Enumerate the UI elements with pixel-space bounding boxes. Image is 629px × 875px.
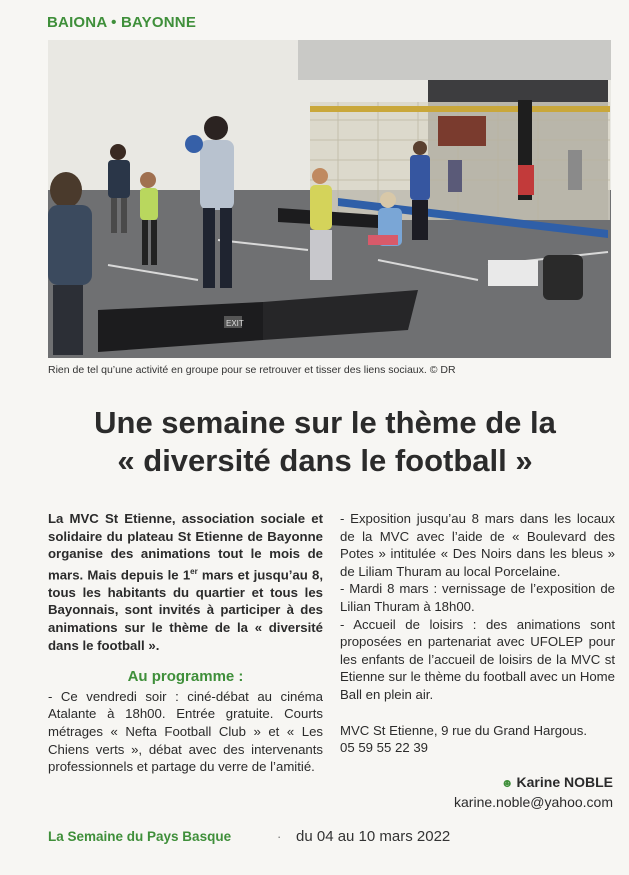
- contact-phone: 05 59 55 22 39: [340, 740, 428, 756]
- headline-line-1: Une semaine sur le thème de la: [94, 405, 556, 440]
- contact-address: MVC St Etienne, 9 rue du Grand Hargous.: [340, 722, 588, 738]
- footer-publication: La Semaine du Pays Basque: [48, 829, 232, 844]
- author-block: [454, 773, 613, 812]
- headline-line-2: « diversité dans le football »: [117, 443, 533, 478]
- program-item-2: - Exposition jusqu’au 8 mars dans les locaux de la MVC avec l’aide de « Boulevard des Potes » intitulée « Des Noirs dans les bleus » de Liliam Thuram au local Porcelaine.: [340, 511, 615, 579]
- section-label: BAIONA • BAYONNE: [47, 14, 197, 31]
- lead-superscript: er: [190, 566, 198, 576]
- footer-dates: du 04 au 10 mars 2022: [296, 828, 451, 845]
- left-column: [48, 510, 323, 776]
- program-item-4: - Accueil de loisirs : des animations sont proposées en partenariat avec UFOLEP pour les enfants de l’accueil de loisirs de la MVC st Etienne sur le thème du football avec un Home Ball en plein air.: [340, 616, 615, 702]
- footer-separator: ·: [277, 829, 282, 844]
- program-heading: Au programme :: [127, 668, 244, 686]
- photo-caption: Rien de tel qu’une activité en groupe pour se retrouver et tisser des liens sociaux. © DR: [48, 364, 456, 376]
- article-lead: [48, 510, 323, 654]
- banner-logo-text: EXIT: [226, 319, 244, 328]
- lead-part-1: La MVC St Etienne, association sociale et solidaire du plateau St Etienne de Bayonne organise des animations tout le mois de mars. Mais depuis le 1: [48, 511, 323, 583]
- article-headline: [40, 404, 610, 480]
- program-item-1: - Ce vendredi soir : ciné-débat au cinéma Atalante à 18h00. Entrée gratuite. Courts métrages « Nefta Football Club » et « Les Chiens verts », débat avec des intervenants professionnels et partage du verre de l’amitié.: [48, 688, 323, 775]
- article-photo: [48, 40, 611, 358]
- author-name: Karine NOBLE: [516, 774, 613, 790]
- program-item-3: - Mardi 8 mars : vernissage de l’exposition de Lilian Thuram à 18h00.: [340, 581, 615, 614]
- lead-part-2: mars et jusqu’au 8, tous les habitants du quartier et tous les Bayonnais, sont invités à participer à des animations sur le thème de la « diversité dans le football ».: [48, 567, 323, 653]
- author-email[interactable]: karine.noble@yahoo.com: [454, 794, 613, 810]
- author-name-line: [454, 773, 613, 793]
- person-icon: ☻: [500, 776, 514, 790]
- right-column: [340, 510, 615, 757]
